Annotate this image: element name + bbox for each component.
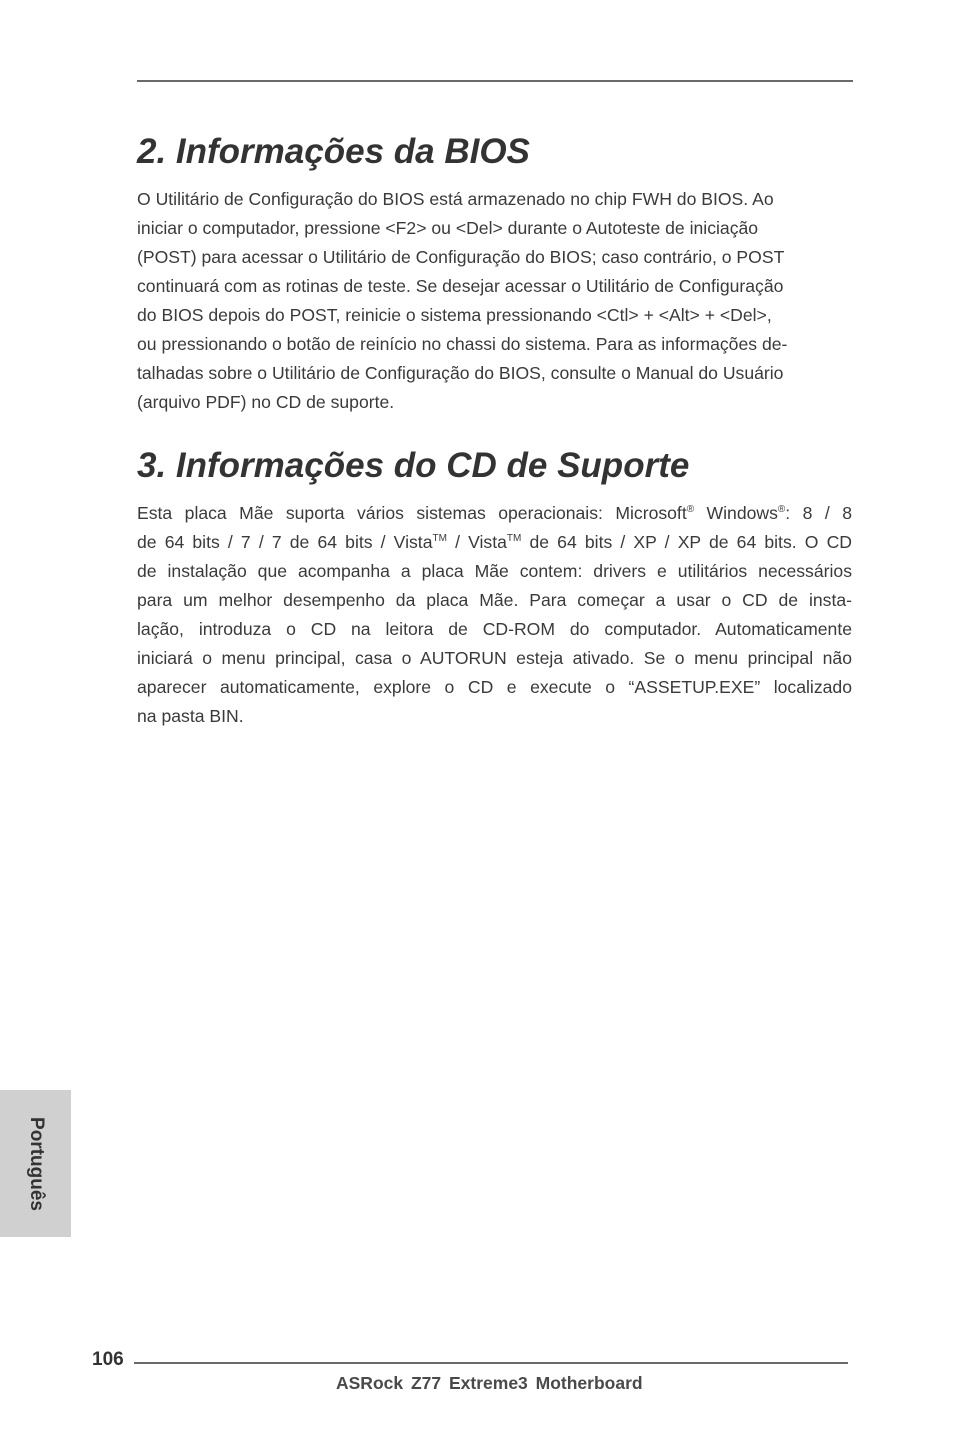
paragraph-cd bbox=[137, 499, 852, 731]
footer-title: ASRock Z77 Extreme3 Motherboard bbox=[336, 1373, 643, 1393]
paragraph-line: do BIOS depois do POST, reinicie o sistema pressionando <Ctl> + <Alt> + <Del>, bbox=[137, 305, 772, 325]
paragraph-bios bbox=[137, 185, 852, 417]
paragraph-line: talhadas sobre o Utilitário de Configuração do BIOS, consulte o Manual do Usuário bbox=[137, 363, 784, 383]
paragraph-line: aparecer automaticamente, explore o CD e execute o “ASSETUP.EXE” localizado bbox=[137, 677, 852, 697]
page-number: 106 bbox=[92, 1349, 124, 1370]
paragraph-line: de 64 bits / 7 / 7 de 64 bits / Vista™ / Vista™ de 64 bits / XP / XP de 64 bits. O CD bbox=[137, 532, 852, 552]
section-heading-bios: 2. Informações da BIOS bbox=[137, 132, 530, 171]
language-label: Português bbox=[26, 1117, 47, 1211]
paragraph-line: iniciará o menu principal, casa o AUTORUN esteja ativado. Se o menu principal não bbox=[137, 648, 852, 668]
paragraph-line: Esta placa Mãe suporta vários sistemas operacionais: Microsoft® Windows®: 8 / 8 bbox=[137, 503, 853, 523]
language-side-tab bbox=[0, 1090, 71, 1237]
paragraph-line: na pasta BIN. bbox=[137, 706, 244, 726]
footer-rule bbox=[134, 1362, 848, 1364]
paragraph-line: (POST) para acessar o Utilitário de Configuração do BIOS; caso contrário, o POST bbox=[137, 247, 785, 267]
paragraph-line: para um melhor desempenho da placa Mãe. Para começar a usar o CD de insta- bbox=[137, 590, 852, 610]
paragraph-line: (arquivo PDF) no CD de suporte. bbox=[137, 392, 395, 412]
paragraph-line: iniciar o computador, pressione <F2> ou <Del> durante o Autoteste de iniciação bbox=[137, 218, 759, 238]
header-rule bbox=[137, 80, 853, 82]
paragraph-line: de instalação que acompanha a placa Mãe contem: drivers e utilitários necessários bbox=[137, 561, 852, 581]
paragraph-line: O Utilitário de Configuração do BIOS está armazenado no chip FWH do BIOS. Ao bbox=[137, 189, 774, 209]
section-heading-cd: 3. Informações do CD de Suporte bbox=[137, 446, 690, 485]
paragraph-line: continuará com as rotinas de teste. Se desejar acessar o Utilitário de Configuração bbox=[137, 276, 784, 296]
paragraph-line: lação, introduza o CD na leitora de CD-ROM do computador. Automaticamente bbox=[137, 619, 852, 639]
paragraph-line: ou pressionando o botão de reinício no chassi do sistema. Para as informações de- bbox=[137, 334, 788, 354]
